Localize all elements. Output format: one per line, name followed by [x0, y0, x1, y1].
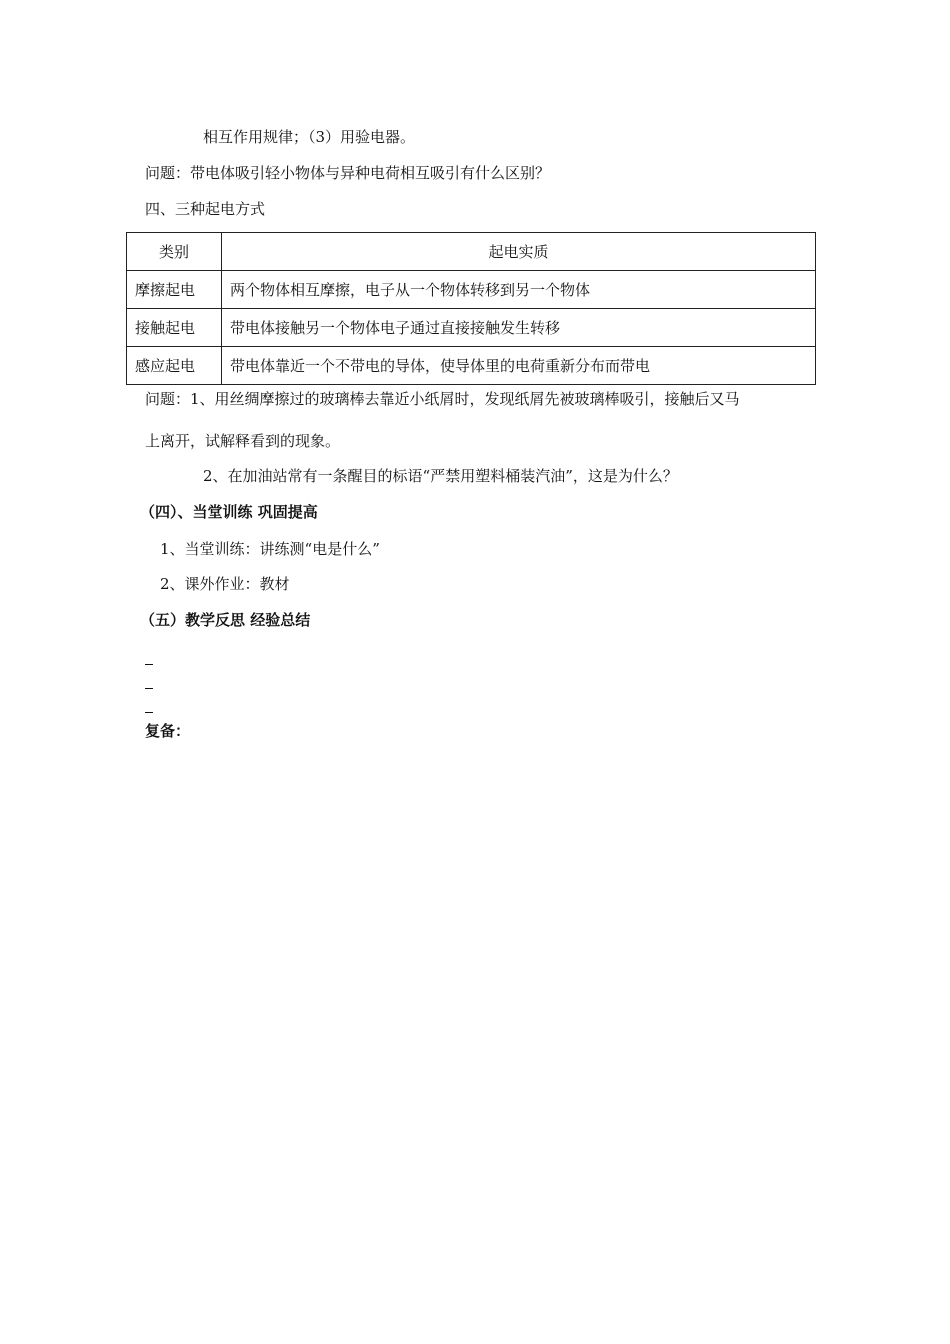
question-2: 2、在加油站常有一条醒目的标语“严禁用塑料桶装汽油”，这是为什么？ [203, 467, 678, 485]
table-header-category: 类别 [127, 233, 222, 271]
table-cell-category: 摩擦起电 [127, 271, 222, 309]
electrification-methods-table [126, 232, 816, 385]
table-cell-essence: 带电体靠近一个不带电的导体，使导体里的电荷重新分布而带电 [222, 347, 816, 385]
table-cell-essence: 两个物体相互摩擦，电子从一个物体转移到另一个物体 [222, 271, 816, 309]
paragraph-question-attraction: 问题：带电体吸引轻小物体与异种电荷相互吸引有什么区别？ [145, 164, 551, 182]
section-heading-three-methods: 四、三种起电方式 [145, 200, 266, 218]
section-4-heading: （四）、当堂训练 巩固提高 [140, 503, 318, 521]
review-label: 复备： [145, 722, 191, 740]
table-header-row [127, 233, 816, 271]
section-4-item-1: 1、当堂训练：讲练测“电是什么” [160, 540, 380, 558]
question-1-line-2: 上离开，试解释看到的现象。 [145, 432, 341, 450]
section-4-item-2: 2、课外作业：教材 [160, 575, 290, 593]
table-row [127, 271, 816, 309]
table-row [127, 309, 816, 347]
question-1-line-1: 问题：1、用丝绸摩擦过的玻璃棒去靠近小纸屑时，发现纸屑先被玻璃棒吸引，接触后又马 [145, 390, 740, 408]
table-row [127, 347, 816, 385]
table-cell-category: 感应起电 [127, 347, 222, 385]
table-header-essence: 起电实质 [222, 233, 816, 271]
blank-line-dash [145, 664, 153, 665]
blank-line-dash [145, 688, 153, 689]
blank-line-dash [145, 712, 153, 713]
table-cell-essence: 带电体接触另一个物体电子通过直接接触发生转移 [222, 309, 816, 347]
table-cell-category: 接触起电 [127, 309, 222, 347]
paragraph-interaction-law: 相互作用规律；（3）用验电器。 [203, 128, 416, 146]
section-5-heading: （五）教学反思 经验总结 [140, 611, 311, 629]
